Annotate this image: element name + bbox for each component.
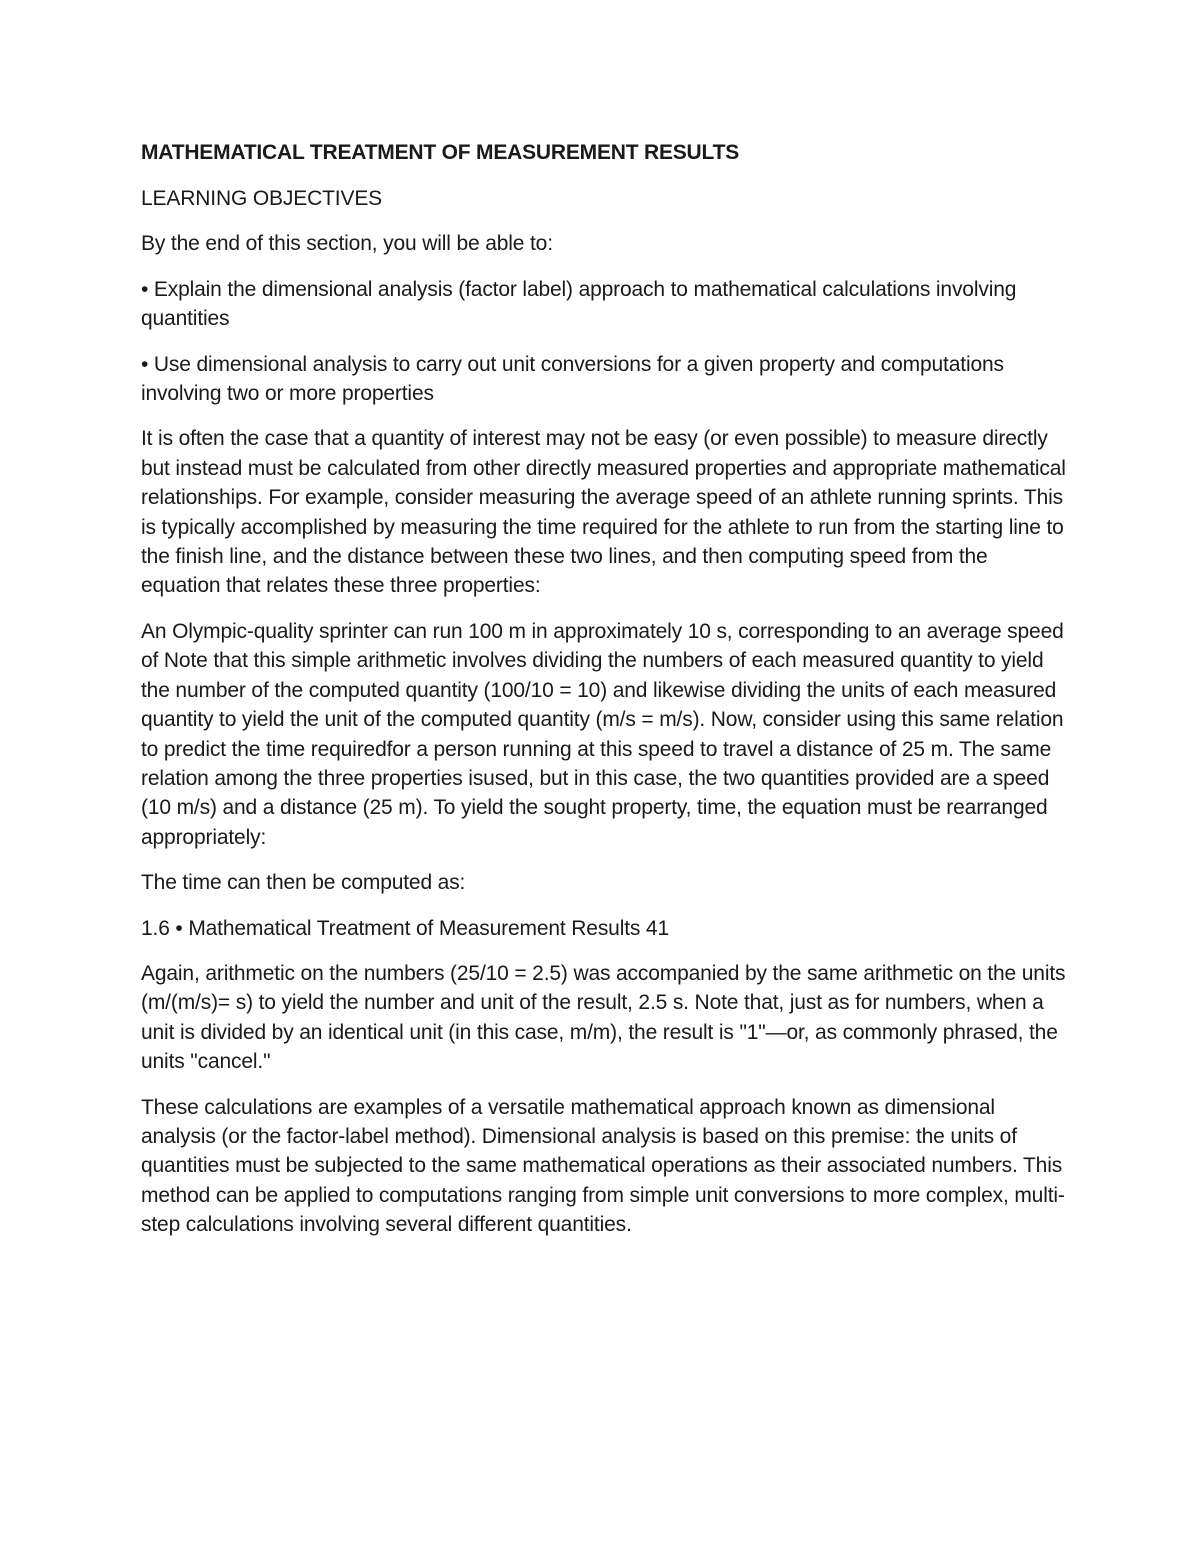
page-marker: 1.6 • Mathematical Treatment of Measurement Results 41 [141,916,669,940]
objective-bullet-1: • Explain the dimensional analysis (factor label) approach to mathematical calculations involving quantities [141,277,1017,331]
objectives-heading: LEARNING OBJECTIVES [141,187,383,210]
paragraph-1: It is often the case that a quantity of interest may not be easy (or even possible) to measure directly but instead must be calculated from other directly measured properties and appropriate mathematical relationships. For example, consider measuring the average speed of an athlete running sprints. This is typically accomplished by measuring the time required for the athlete to run from the starting line to the finish line, and the distance between these two lines, and then computing speed from the equation that relates these three properties: [141,427,1066,598]
document-title: MATHEMATICAL TREATMENT OF MEASUREMENT RESULTS [141,141,740,164]
objective-bullet-2: • Use dimensional analysis to carry out unit conversions for a given property and computations involving two or more properties [141,352,1004,406]
intro-text: By the end of this section, you will be able to: [141,232,553,256]
paragraph-4: Again, arithmetic on the numbers (25/10 = 2.5) was accompanied by the same arithmetic on the units (m/(m/s)= s) to yield the number and unit of the result, 2.5 s. Note that, just as for numbers, when a unit is divided by an identical unit (in this case, m/m), the result is "1"—or, as commonly phrased, the units "cancel." [141,961,1066,1074]
document-page [141,138,1066,1256]
paragraph-2: An Olympic-quality sprinter can run 100 m in approximately 10 s, corresponding to an average speed of Note that this simple arithmetic involves dividing the numbers of each measured quantity to yield the number of the computed quantity (100/10 = 10) and likewise dividing the units of each measured quantity to yield the unit of the computed quantity (m/s = m/s). Now, consider using this same relation to predict the time requiredfor a person running at this speed to travel a distance of 25 m. The same relation among the three properties isused, but in this case, the two quantities provided are a speed (10 m/s) and a distance (25 m). To yield the sought property, time, the equation must be rearranged appropriately: [141,619,1064,849]
paragraph-5: These calculations are examples of a versatile mathematical approach known as dimensional analysis (or the factor-label method). Dimensional analysis is based on this premise: the units of quantities must be subjected to the same mathematical operations as their associated numbers. This method can be applied to computations ranging from simple unit conversions to more complex, multi-step calculations involving several different quantities. [141,1095,1065,1237]
paragraph-3: The time can then be computed as: [141,871,466,895]
